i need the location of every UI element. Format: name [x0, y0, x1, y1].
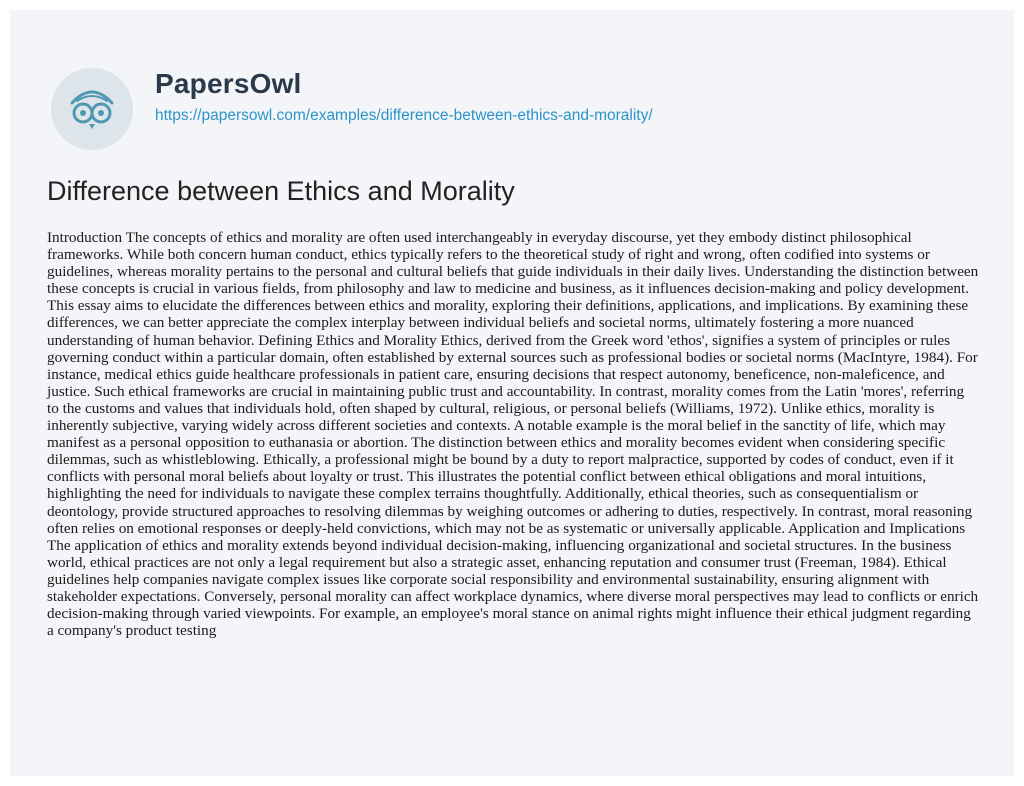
owl-logo-icon [50, 67, 134, 151]
brand-name: PapersOwl [155, 68, 302, 99]
document-page [10, 10, 1014, 776]
source-url-link[interactable]: https://papersowl.com/examples/difference-between-ethics-and-morality/ [155, 107, 653, 124]
header [10, 10, 1014, 170]
document-body: Introduction The concepts of ethics and morality are often used interchangeably in everyday discourse, yet they embody distinct philosophical frameworks. While both concern human conduct, ethics typically refers to the theoretical study of right and wrong, often codified into systems or guidelines, whereas morality pertains to the personal and cultural beliefs that guide individuals in their daily lives. Understanding the distinction between these concepts is crucial in various fields, from philosophy and law to medicine and business, as it influences decision-making and policy development. This essay aims to elucidate the differences between ethics and morality, exploring their definitions, applications, and implications. By examining these differences, we can better appreciate the complex interplay between individual beliefs and societal norms, ultimately fostering a more nuanced understanding of human behavior. Defining Ethics and Morality Ethics, derived from the Greek word 'ethos', signifies a system of principles or rules governing conduct within a particular domain, often established by external sources such as professional bodies or societal norms (MacIntyre, 1984). For instance, medical ethics guide healthcare professionals in patient care, ensuring decisions that respect autonomy, beneficence, non-maleficence, and justice. Such ethical frameworks are crucial in maintaining public trust and accountability. In contrast, morality comes from the Latin 'mores', referring to the customs and values that individuals hold, often shaped by cultural, religious, or personal beliefs (Williams, 1972). Unlike ethics, morality is inherently subjective, varying widely across different societies and contexts. A notable example is the moral belief in the sanctity of life, which may manifest as a personal opposition to euthanasia or abortion. The distinction between ethics and morality becomes evident when considering specific dilemmas, such as whistleblowing. Ethically, a professional might be bound by a duty to report malpractice, supported by codes of conduct, even if it conflicts with personal moral beliefs about loyalty or trust. This illustrates the potential conflict between ethical obligations and moral intuitions, highlighting the need for individuals to navigate these complex terrains thoughtfully. Additionally, ethical theories, such as consequentialism or deontology, provide structured approaches to resolving dilemmas by weighing outcomes or adhering to duties, respectively. In contrast, moral reasoning often relies on emotional responses or deeply-held convictions, which may not be as systematic or universally applicable. Application and Implications The application of ethics and morality extends beyond individual decision-making, influencing organizational and societal structures. In the business world, ethical practices are not only a legal requirement but also a strategic asset, enhancing reputation and consumer trust (Freeman, 1984). Ethical guidelines help companies navigate complex issues like corporate social responsibility and environmental sustainability, ensuring alignment with stakeholder expectations. Conversely, personal morality can affect workplace dynamics, where diverse moral perspectives may lead to conflicts or enrich decision-making through varied viewpoints. For example, an employee's moral stance on animal rights might influence their ethical judgment regarding a company's product testing [47, 229, 979, 640]
document-title: Difference between Ethics and Morality [47, 176, 515, 206]
